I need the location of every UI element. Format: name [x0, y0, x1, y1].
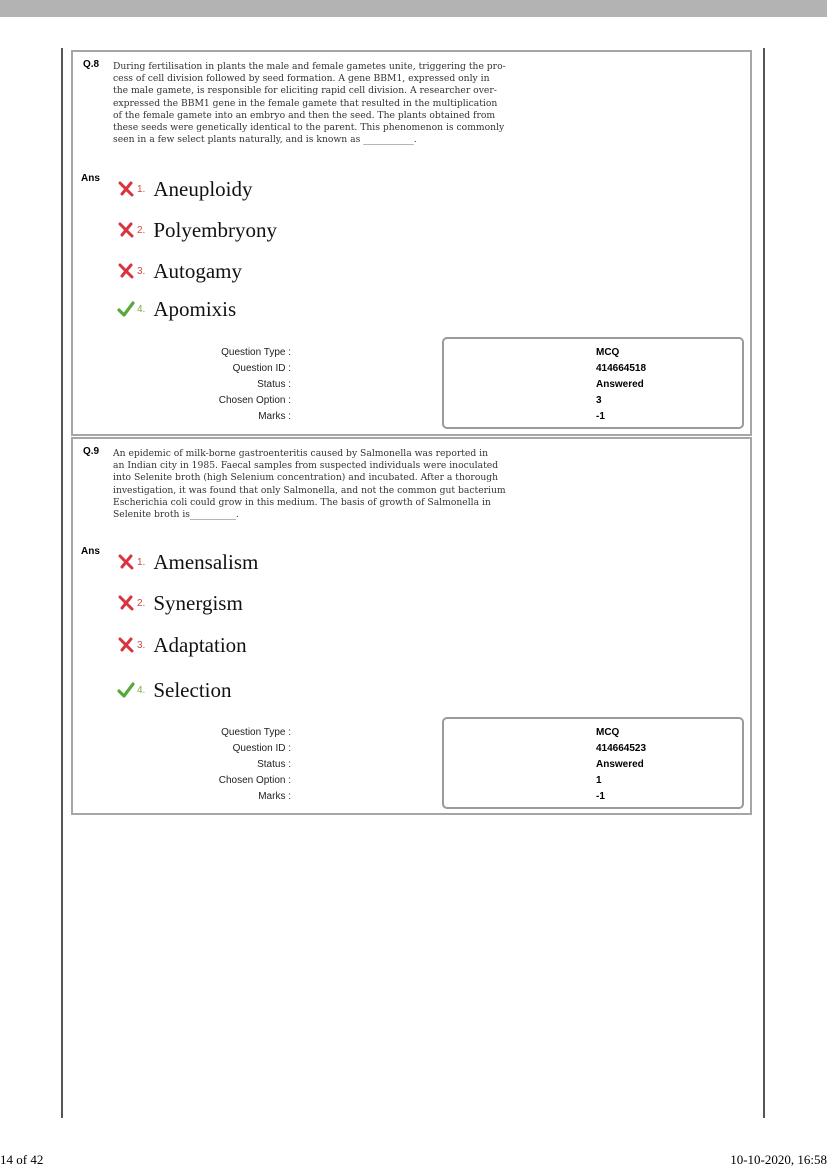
question-text: [113, 61, 531, 146]
question-panel-q8: [71, 50, 752, 436]
info-key: Status :: [257, 759, 291, 770]
option-4: [117, 676, 232, 704]
cross-icon: [117, 553, 135, 571]
question-info-box: [218, 717, 744, 809]
page-left-rule: [61, 48, 63, 1118]
option-number: 1.: [137, 183, 146, 195]
info-value: Answered: [596, 379, 644, 390]
cross-icon: [117, 594, 135, 612]
question-text-line: cess of cell division followed by seed formation. A gene BBM1, expressed only in: [113, 73, 490, 85]
option-number: 3.: [137, 639, 146, 651]
question-text-line: Escherichia coli could grow in this medium. The basis of growth of Salmonella in: [113, 496, 491, 508]
info-value: -1: [596, 791, 605, 802]
info-key: Question ID :: [232, 743, 291, 754]
info-key: Chosen Option :: [218, 395, 291, 406]
answer-label: Ans: [81, 173, 100, 184]
question-text-line: investigation, it was found that only Salmonella, and not the common gut bacterium: [113, 484, 506, 496]
option-label: Polyembryony: [153, 217, 278, 242]
info-value: MCQ: [596, 727, 620, 738]
cross-icon: [117, 221, 135, 239]
page-right-rule: [763, 48, 765, 1118]
info-key: Chosen Option :: [218, 775, 291, 786]
info-value: 414664523: [596, 743, 647, 754]
question-number: Q.8: [83, 59, 100, 70]
option-label: Adaptation: [153, 632, 247, 657]
cross-icon: [117, 180, 135, 198]
option-label: Autogamy: [153, 258, 242, 283]
option-label: Apomixis: [153, 296, 237, 321]
question-number: Q.9: [83, 446, 100, 457]
option-2: [117, 589, 243, 617]
info-key: Status :: [257, 379, 291, 390]
option-2: [117, 216, 277, 244]
option-label: Amensalism: [153, 549, 259, 574]
option-number: 4.: [137, 303, 146, 315]
option-label: Aneuploidy: [153, 176, 253, 201]
question-panel-q9: [71, 437, 752, 815]
browser-top-bar: [0, 0, 827, 17]
check-icon: [117, 300, 135, 318]
info-key: Marks :: [258, 411, 291, 422]
question-text-line: seen in a few select plants naturally, and is known as ___________.: [113, 134, 417, 146]
option-1: [117, 175, 253, 203]
info-value: -1: [596, 411, 605, 422]
info-value: MCQ: [596, 347, 620, 358]
option-3: [117, 631, 247, 659]
option-number: 1.: [137, 556, 146, 568]
question-text-line: Selenite broth is__________.: [113, 509, 239, 521]
option-label: Synergism: [153, 590, 243, 615]
question-text-line: an Indian city in 1985. Faecal samples from suspected individuals were inoculated: [113, 460, 499, 472]
question-text-line: of the female gamete into an embryo and then the seed. The plants obtained from: [113, 109, 496, 121]
cross-icon: [117, 262, 135, 280]
question-text-line: expressed the BBM1 gene in the female gamete that resulted in the multiplication: [113, 97, 498, 109]
print-datetime: 10-10-2020, 16:58: [730, 1152, 827, 1167]
question-text-line: these seeds were genetically identical to the parent. This phenomenon is commonly: [113, 122, 505, 134]
info-key: Question Type :: [221, 727, 291, 738]
option-3: [117, 257, 242, 285]
option-label: Selection: [153, 677, 232, 702]
option-number: 2.: [137, 224, 146, 236]
question-text-line: During fertilisation in plants the male and female gametes unite, triggering the pro-: [113, 61, 506, 72]
answer-label: Ans: [81, 546, 100, 557]
question-text-line: the male gamete, is responsible for eliciting rapid cell division. A researcher over-: [113, 85, 497, 97]
info-key: Marks :: [258, 791, 291, 802]
option-number: 3.: [137, 265, 146, 277]
info-value: 3: [596, 395, 602, 406]
info-value: Answered: [596, 759, 644, 770]
check-icon: [117, 681, 135, 699]
info-key: Question ID :: [232, 363, 291, 374]
info-value: 414664518: [596, 363, 647, 374]
info-value: 1: [596, 775, 602, 786]
info-key: Question Type :: [221, 347, 291, 358]
question-info-box: [218, 337, 744, 429]
cross-icon: [117, 636, 135, 654]
question-text-line: into Selenite broth (high Selenium concentration) and incubated. After a thorough: [113, 472, 499, 484]
option-number: 4.: [137, 684, 146, 696]
question-text-line: An epidemic of milk-borne gastroenteritis caused by Salmonella was reported in: [113, 448, 489, 459]
option-4: [117, 295, 236, 323]
option-number: 2.: [137, 597, 146, 609]
page-number: 14 of 42: [0, 1152, 44, 1167]
option-1: [117, 548, 258, 576]
question-text: [113, 448, 531, 521]
